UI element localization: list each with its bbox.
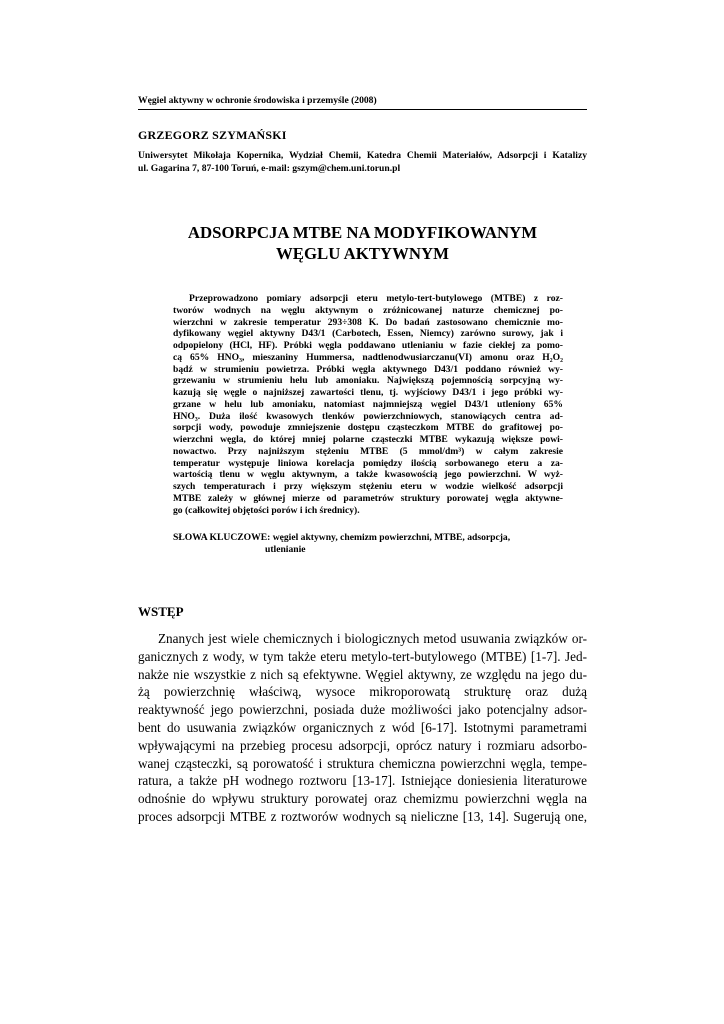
body-line: wpływającymi na przebieg procesu adsorpcji, oprócz natury i rozmiaru adsorbo-	[138, 737, 587, 753]
abstract-line: bądź w strumieniu powietrza. Próbki węgla aktywnego D43/1 poddano również wy-	[173, 363, 563, 375]
abstract-line: cą 65% HNO₃, mieszaniny Hummersa, nadtlenodwusiarczanu(VI) amonu oraz H₂O₂	[173, 351, 563, 363]
body-line: nakże nie wszystkie z nich są efektywne. Węgiel aktywny, ze względu na jego du-	[138, 666, 587, 682]
title-line: ADSORPCJA MTBE NA MODYFIKOWANYM	[187, 223, 538, 242]
body-line: ratura, a także pH wodnego roztworu [13-17]. Istniejące doniesienia literaturowe	[138, 773, 587, 789]
abstract-line: wierzchni w zakresie temperatur 293÷308 K. Do badań zastosowano chemicznie mo-	[173, 316, 563, 328]
body-line: reaktywność jego powierzchni, posiada duże możliwości jako potencjalny adsor-	[138, 702, 587, 718]
abstract-line: kazują się węgle o najniższej zawartości tlenu, tj. wyjściowy D43/1 i jego próbki wy-	[173, 387, 563, 398]
abstract-line: tworów wodnych na węglu aktywnym o zróżnicowanej naturze chemicznej po-	[173, 304, 563, 316]
body-line: wanej cząsteczki, są porowatość i struktura chemiczna powierzchni węgla, tempe-	[138, 755, 587, 771]
affiliation	[138, 150, 587, 175]
paper-title	[138, 222, 587, 264]
body-line: bent do usuwania związków organicznych z wód [6-17]. Istotnymi parametrami	[138, 719, 587, 735]
abstract-line: grzewaniu w strumieniu helu lub amoniaku. Największą pojemnością sorpcyjną wy-	[173, 375, 563, 387]
abstract-line: szych temperaturach i przy większym stężeniu eteru w wodzie wielkość adsorpcji	[173, 481, 563, 492]
abstract-line: dyfikowany węgiel aktywny D43/1 (Carbotech, Essen, Niemcy) zarówno surowy, jak i	[173, 328, 563, 340]
keywords-line: SŁOWA KLUCZOWE: węgiel aktywny, chemizm powierzchni, MTBE, adsorpcja,	[173, 532, 511, 543]
abstract-line: wierzchni węgla, do której mniej polarne cząsteczki MTBE wykazują większe powi-	[173, 434, 563, 445]
abstract-line: go (całkowitej objętości porów i ich średnicy).	[173, 504, 360, 516]
section-heading: WSTĘP	[138, 604, 184, 619]
keywords-line: utlenianie	[265, 544, 306, 555]
abstract-line: wartością tlenu w węglu aktywnym, a także kwasowością jego powierzchni. W wyż-	[173, 469, 563, 481]
header-rule	[138, 109, 587, 110]
body-line: żą powierzchnię właściwą, wysoce mikroporowatą strukturę oraz dużą	[138, 684, 587, 700]
abstract-line: Przeprowadzono pomiary adsorpcji eteru metylo-tert-butylowego (MTBE) z roz-	[189, 293, 563, 304]
body-line: Znanych jest wiele chemicznych i biologicznych metod usuwania związków or-	[158, 631, 587, 646]
affiliation-line: Uniwersytet Mikołaja Kopernika, Wydział Chemii, Katedra Chemii Materiałów, Adsorpcji i Katalizy	[138, 150, 587, 161]
abstract-line: nowactwo. Przy najniższym stężeniu MTBE (5 mmol/dm³) w całym zakresie	[173, 445, 563, 457]
abstract-line: MTBE zależy w głównej mierze od parametrów struktury porowatej węgla aktywne-	[173, 492, 563, 504]
abstract	[173, 293, 563, 516]
running-head: Węgiel aktywny w ochronie środowiska i przemyśle (2008)	[138, 95, 377, 106]
title-line: WĘGLU AKTYWNYM	[276, 244, 449, 263]
section-body	[138, 630, 587, 826]
abstract-line: sorpcji wody, powoduje zmniejszenie dostępu cząsteczkom MTBE do grafitowej po-	[173, 422, 563, 434]
affiliation-line: ul. Gagarina 7, 87-100 Toruń, e-mail: gszym@chem.uni.torun.pl	[138, 162, 401, 174]
author-name: GRZEGORZ SZYMAŃSKI	[138, 128, 287, 142]
abstract-line: odpopielony (HCl, HF). Próbki węgla poddawano utlenianiu w fazie ciekłej za pomo-	[173, 340, 563, 351]
body-line: ganicznych z wody, w tym także eteru metylo-tert-butylowego (MTBE) [1-7]. Jed-	[138, 648, 587, 664]
body-line: odnośnie do wpływu struktury porowatej oraz chemizmu powierzchni węgla na	[138, 791, 587, 807]
abstract-line: HNO₃. Duża ilość kwasowych tlenków powierzchniowych, stanowiących centra ad-	[173, 410, 563, 422]
abstract-line: grzane w helu lub amoniaku, natomiast najmniejszą węgiel D43/1 utleniony 65%	[173, 398, 563, 410]
keywords	[173, 532, 563, 556]
body-line: proces adsorpcji MTBE z roztworów wodnych są nieliczne [13, 14]. Sugerują one,	[138, 808, 587, 824]
abstract-line: temperatur występuje liniowa korelacja pomiędzy ilością sorbowanego eteru a za-	[173, 457, 563, 469]
